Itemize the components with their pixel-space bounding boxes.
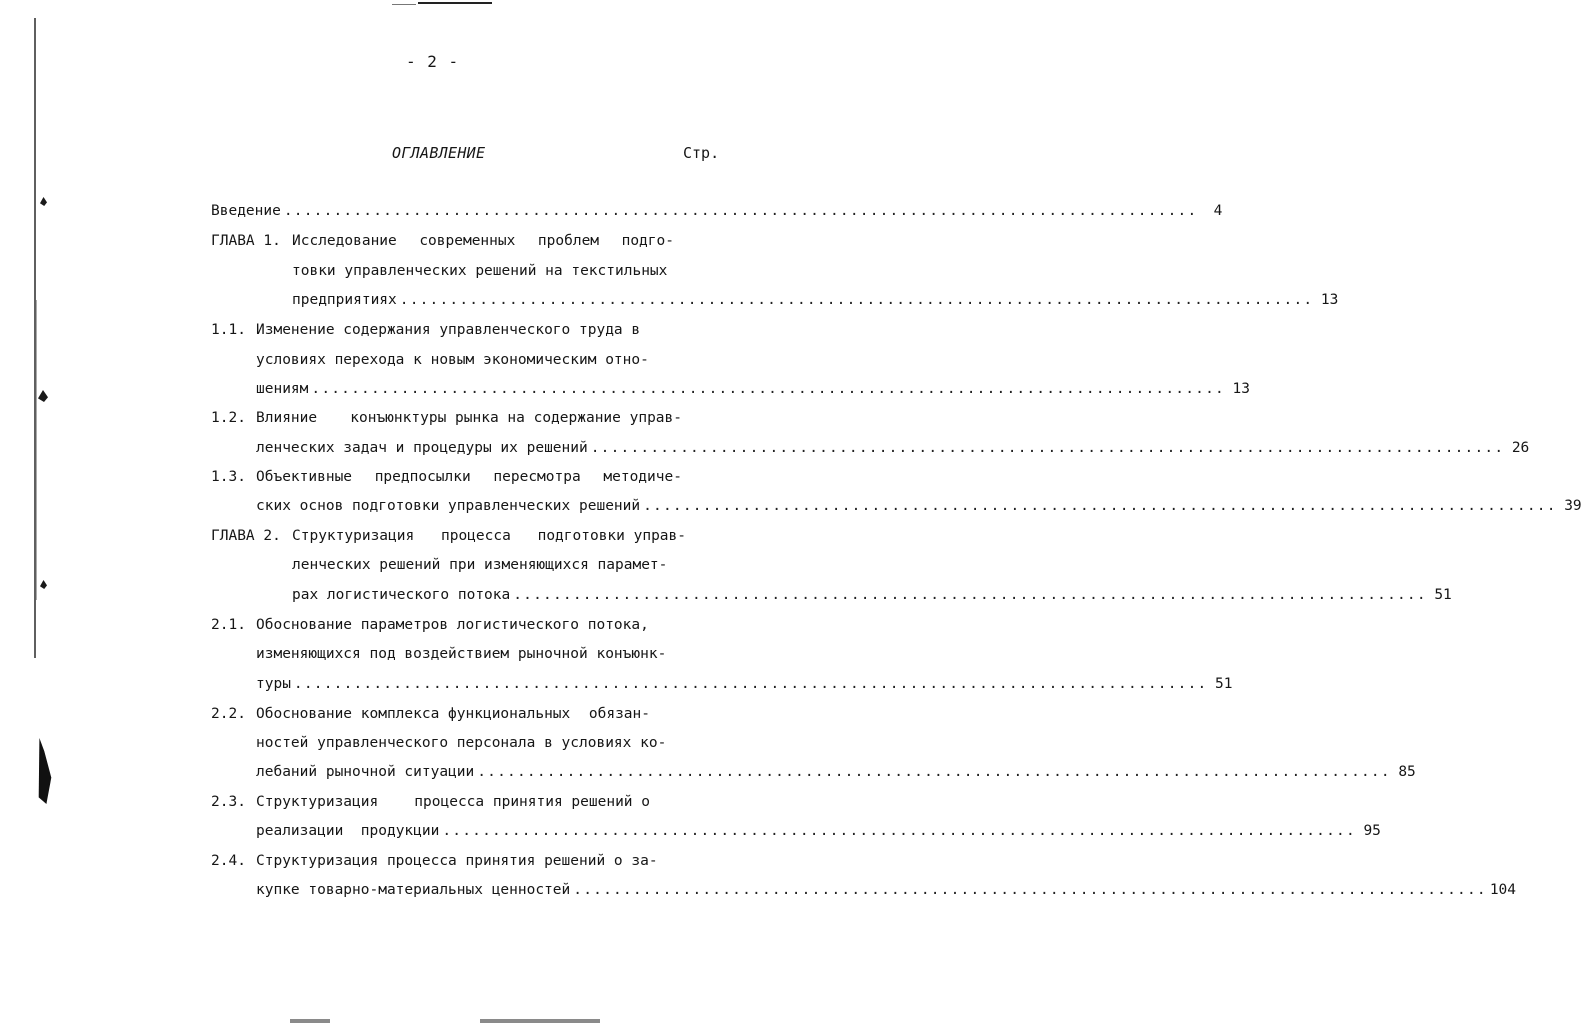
- toc-section-2-2-line-1: Обоснование комплекса функциональных обязан-: [256, 706, 650, 722]
- dot-leader: ............................................................................................: [477, 764, 1391, 780]
- page-number: - 2 -: [406, 52, 460, 71]
- toc-page-number: 51: [1215, 676, 1233, 692]
- scan-speck: [40, 197, 47, 206]
- scan-smear: [38, 738, 52, 804]
- page-column-label: Стр.: [683, 144, 720, 162]
- toc-chapter-2-line-2: ленческих решений при изменяющихся парамет-: [292, 557, 668, 573]
- dot-leader: ............................................................................................: [311, 381, 1225, 397]
- toc-chapter-1-prefix: ГЛАВА 1.: [211, 233, 281, 249]
- toc-section-1-1-line-1: Изменение содержания управленческого труда в: [256, 322, 641, 338]
- toc-section-2-4-line-1: Структуризация процесса принятия решений о за-: [256, 853, 658, 869]
- toc-page-number: 4: [1213, 203, 1223, 219]
- toc-section-1-2-line-2: ленческих задач и процедуры их решений ............................................................................................ 26: [256, 440, 1530, 456]
- dot-leader: ............................................................................................: [590, 440, 1505, 456]
- toc-page-number: 51: [1434, 587, 1452, 603]
- toc-section-number: 2.4.: [211, 853, 246, 869]
- toc-page-number: 85: [1398, 764, 1416, 780]
- toc-page-number: 95: [1363, 823, 1381, 839]
- dot-leader: ............................................................................................: [573, 882, 1487, 898]
- toc-section-1-1-line-2: условиях перехода к новым экономическим отно-: [256, 352, 649, 368]
- toc-section-2-3-line-1: Структуризация процесса принятия решений о: [256, 794, 650, 810]
- toc-chapter-2-prefix: ГЛАВА 2.: [211, 528, 281, 544]
- toc-section-1-3-line-1: Объективные предпосылки пересмотра методиче-: [256, 469, 682, 485]
- toc-chapter-1-line-2: товки управленческих решений на текстильных: [292, 263, 668, 279]
- toc-section-number: 1.3.: [211, 469, 246, 485]
- toc-section-number: 2.3.: [211, 794, 246, 810]
- toc-section-number: 2.2.: [211, 706, 246, 722]
- toc-section-number: 1.1.: [211, 322, 246, 338]
- scan-edge-line-secondary: [36, 300, 37, 600]
- dot-leader: ............................................................................................: [293, 676, 1208, 692]
- toc-entry-intro: [211, 201, 1223, 221]
- toc-section-number: 1.2.: [211, 410, 246, 426]
- dot-leader: ............................................................................................: [643, 498, 1557, 514]
- scan-speck: [40, 580, 47, 589]
- toc-page-number: 26: [1511, 440, 1530, 456]
- toc-section-2-1-line-2: изменяющихся под воздействием рыночной конъюнк-: [256, 646, 667, 662]
- toc-section-2-2-line-3: лебаний рыночной ситуации ............................................................................................ 85: [256, 764, 1416, 780]
- toc-section-2-1-line-3: туры ............................................................................................ 51: [256, 676, 1233, 692]
- dot-leader: ............................................................................................: [442, 823, 1356, 839]
- scan-speck: [38, 390, 48, 402]
- toc-chapter-1-line-3: предприятиях ............................................................................................ 13: [292, 292, 1339, 308]
- toc-section-number: 2.1.: [211, 617, 246, 633]
- toc-page-number: 104: [1489, 882, 1517, 898]
- toc-page-number: 39: [1564, 498, 1582, 514]
- toc-section-2-3-line-2: реализации продукции ............................................................................................ 95: [256, 823, 1381, 839]
- scan-bottom-smudge: [290, 1019, 330, 1023]
- toc-section-2-1-line-1: Обоснование параметров логистического потока,: [256, 617, 649, 633]
- toc-section-2-4-line-2: купке товарно-материальных ценностей ............................................................................................ 104: [256, 882, 1517, 898]
- toc-section-1-2-line-1: Влияние конъюнктуры рынка на содержание управ-: [256, 410, 682, 426]
- toc-section-2-2-line-2: ностей управленческого персонала в условиях ко-: [256, 735, 667, 751]
- scan-top-rule-secondary: [392, 4, 416, 5]
- toc-section-1-1-line-3: шениям ............................................................................................ 13: [256, 381, 1250, 397]
- toc-page-number: 13: [1232, 381, 1250, 397]
- toc-title: ОГЛАВЛЕНИЕ: [392, 144, 486, 162]
- toc-page-number: 13: [1320, 292, 1339, 308]
- toc-section-1-3-line-2: ских основ подготовки управленческих решений ............................................................................................ 39: [256, 498, 1582, 514]
- dot-leader: ............................................................................................: [513, 587, 1427, 603]
- toc-chapter-2-line-3: рах логистического потока ............................................................................................ 51: [292, 587, 1452, 603]
- toc-entry-text: Введение: [211, 203, 281, 219]
- toc-chapter-1-line-1: Исследование современных проблем подго-: [292, 233, 674, 249]
- scan-top-rule: [418, 2, 492, 4]
- scan-bottom-smudge: [480, 1019, 600, 1023]
- toc-chapter-2-line-1: Структуризация процесса подготовки управ-: [292, 528, 686, 544]
- dot-leader: ............................................................................................: [399, 292, 1314, 308]
- dot-leader: ............................................................................................: [283, 203, 1198, 219]
